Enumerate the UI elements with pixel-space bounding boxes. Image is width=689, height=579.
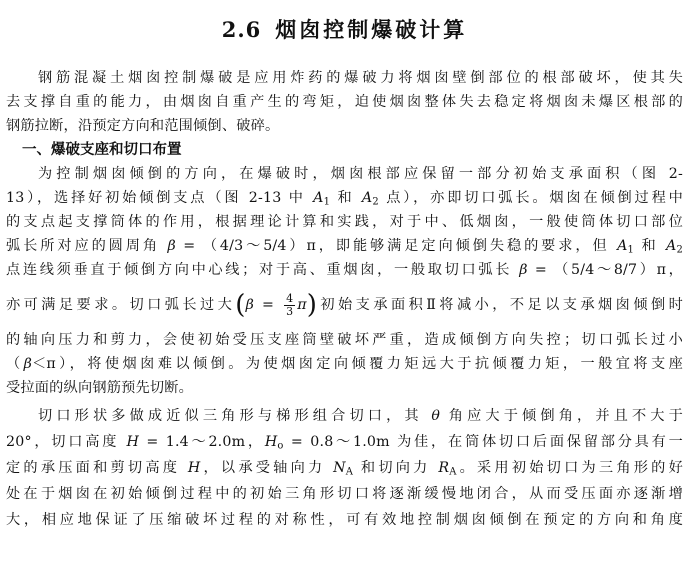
p1-line-7: 的轴向压力和剪力，会使初始受压支座筒壁破坏严重，造成倾倒方向失控；切口弧长过小 bbox=[6, 332, 683, 348]
p2-line-2: 20°，切口高度 H = 1.4～2.0m，$H_o$ = 0.8～1.0m 为佳，在筒体切口后面保留部分具有一 bbox=[6, 434, 683, 452]
p1-line-2: 13），选择好初始倾倒支点（图 2-13 中 $A_1$ 和 $A_2$ 点），亦即切口弧长。烟囱在倾倒过程中 bbox=[6, 190, 683, 208]
p2-line-1: 切口形状多做成近似三角形与梯形组合切口，其 θ 角应大于倾倒角，并且不大于 bbox=[38, 408, 683, 424]
p1-line-4: 弧长所对应的圆周角 β = （4/3～5/4）π，即能够满足定向倾倒失稳的要求，但 $A_1$ 和 $A_2$ bbox=[6, 238, 683, 256]
p1-line-3: 的支点起支撑筒体的作用，根据理论计算和实践，对于中、低烟囱，一般使筒体切口部位 bbox=[6, 214, 683, 230]
section-title-text: 烟囱控制爆破计算 bbox=[275, 17, 468, 42]
intro-line-3: 钢筋拉断，沿预定方向和范围倾倒、破碎。 bbox=[6, 118, 280, 134]
p1-line-9: 受拉面的纵向钢筋预先切断。 bbox=[6, 380, 194, 396]
fraction-four-thirds: $\frac{4}{3}$ bbox=[286, 291, 294, 318]
p1-line-1: 为控制烟囱倾倒的方向，在爆破时，烟囱根部应保留一部分初始支承面积（图 2- bbox=[38, 166, 683, 182]
intro-line-1: 钢筋混凝土烟囱控制爆破是应用炸药的爆破力将烟囱壁倒部位的根部破坏，使其失 bbox=[38, 70, 683, 86]
p2-line-4: 处在于烟囱在初始倾倒过程中的初始三角形切口将逐渐缓慢地闭合，从而受压面亦逐渐增 bbox=[6, 486, 683, 502]
p2-line-3: 定的承压面和剪切高度 H，以承受轴向力 $N_A$ 和切向力 $R_A$。采用初始切口为三角形的好 bbox=[6, 460, 683, 478]
section-number: 2.6 bbox=[221, 17, 262, 42]
p1-line-8: （β＜π），将使烟囱难以倾倒。为使烟囱定向倾覆力矩远大于抗倾覆力矩，一般宜将支座 bbox=[6, 356, 684, 372]
section-title bbox=[0, 14, 689, 44]
intro-line-2: 去支撑自重的能力，由烟囱自重产生的弯矩，迫使烟囱整体失去稳定将烟囱未爆区根部的 bbox=[6, 94, 683, 110]
subsection-heading: 一、爆破支座和切口布置 bbox=[22, 141, 182, 158]
p1-line-5: 点连线须垂直于倾倒方向中心线；对于高、重烟囱，一般取切口弧长 β = （5/4～8/7）π， bbox=[6, 262, 683, 278]
p1-line-6: 亦可满足要求。切口弧长过大(β = $\frac{4}{3}$ π)初始支承面积Ⅱ将减小，不足以支承烟囱倾倒时 bbox=[6, 290, 683, 320]
p2-line-5: 大，相应地保证了压缩破坏过程的对称性，可有效地控制烟囱倾倒在预定的方向和角度 bbox=[6, 512, 683, 528]
